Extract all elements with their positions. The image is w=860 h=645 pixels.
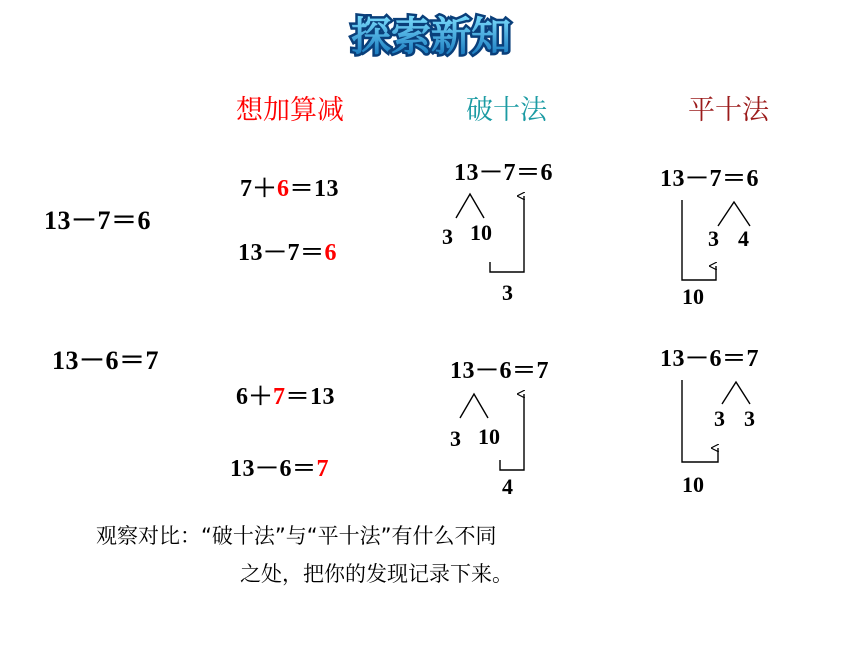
m2-arrow-1 [490,196,524,272]
m1-add-part-a: 7＋ [240,176,277,202]
m2-split-left-2: 3 [450,426,461,451]
m3-result-2: 10 [682,472,704,497]
m2-split-branch-1 [456,194,484,218]
observation-note-line2: 之处，把你的发现记录下来。 [240,562,513,586]
m1-add-answer: 6 [277,176,290,202]
m3-split-right-1: 4 [738,226,749,251]
m1-add-part-a-2: 6＋ [236,384,273,410]
header-method2: 破十法 [466,95,547,126]
header-method1: 想加算减 [236,95,344,126]
problem-2: 13－6＝7 [52,346,160,375]
m1-add-answer-2: 7 [273,384,286,410]
m1-add-part-c-2: ＝13 [285,384,335,410]
m3-equation-1: 13－7＝6 [660,166,759,192]
m3-split-left-2: 3 [714,406,725,431]
problem-1: 13－7＝6 [44,206,152,235]
page-title [338,6,524,64]
m3-split-branch-1 [718,202,750,226]
m1-sub-equation-1 [238,232,337,267]
m3-split-left-1: 3 [708,226,719,251]
m2-split-right-2: 10 [478,424,500,449]
m3-result-1: 10 [682,284,704,309]
m2-split-branch-2 [460,394,488,418]
m3-split-right-2: 3 [744,406,755,431]
m2-equation-2: 13－6＝7 [450,358,549,384]
m1-sub-part-a: 13－7＝ [238,240,325,266]
m2-split-left-1: 3 [442,224,453,249]
m1-sub-answer: 6 [324,240,337,266]
m1-sub-equation-2 [230,448,329,483]
m3-arrow-2 [682,380,718,462]
m1-add-equation-2 [236,376,335,411]
page-title-text: 探索新知 [351,14,511,60]
m2-arrow-2 [500,394,524,470]
m1-add-part-c: ＝13 [289,176,339,202]
m3-equation-2: 13－6＝7 [660,346,759,372]
m2-result-1: 3 [502,280,513,305]
m3-split-branch-2 [722,382,750,404]
m1-sub-part-a-2: 13－6＝ [230,456,317,482]
m2-split-right-1: 10 [470,220,492,245]
m1-add-equation-1 [240,168,339,203]
header-method3: 平十法 [688,95,769,126]
m1-sub-answer-2: 7 [316,456,329,482]
page-title-graphic [338,6,524,64]
observation-note-line1: 观察对比：“破十法”与“平十法”有什么不同 [96,524,497,548]
m2-result-2: 4 [502,474,513,499]
m2-equation-1: 13－7＝6 [454,160,553,186]
